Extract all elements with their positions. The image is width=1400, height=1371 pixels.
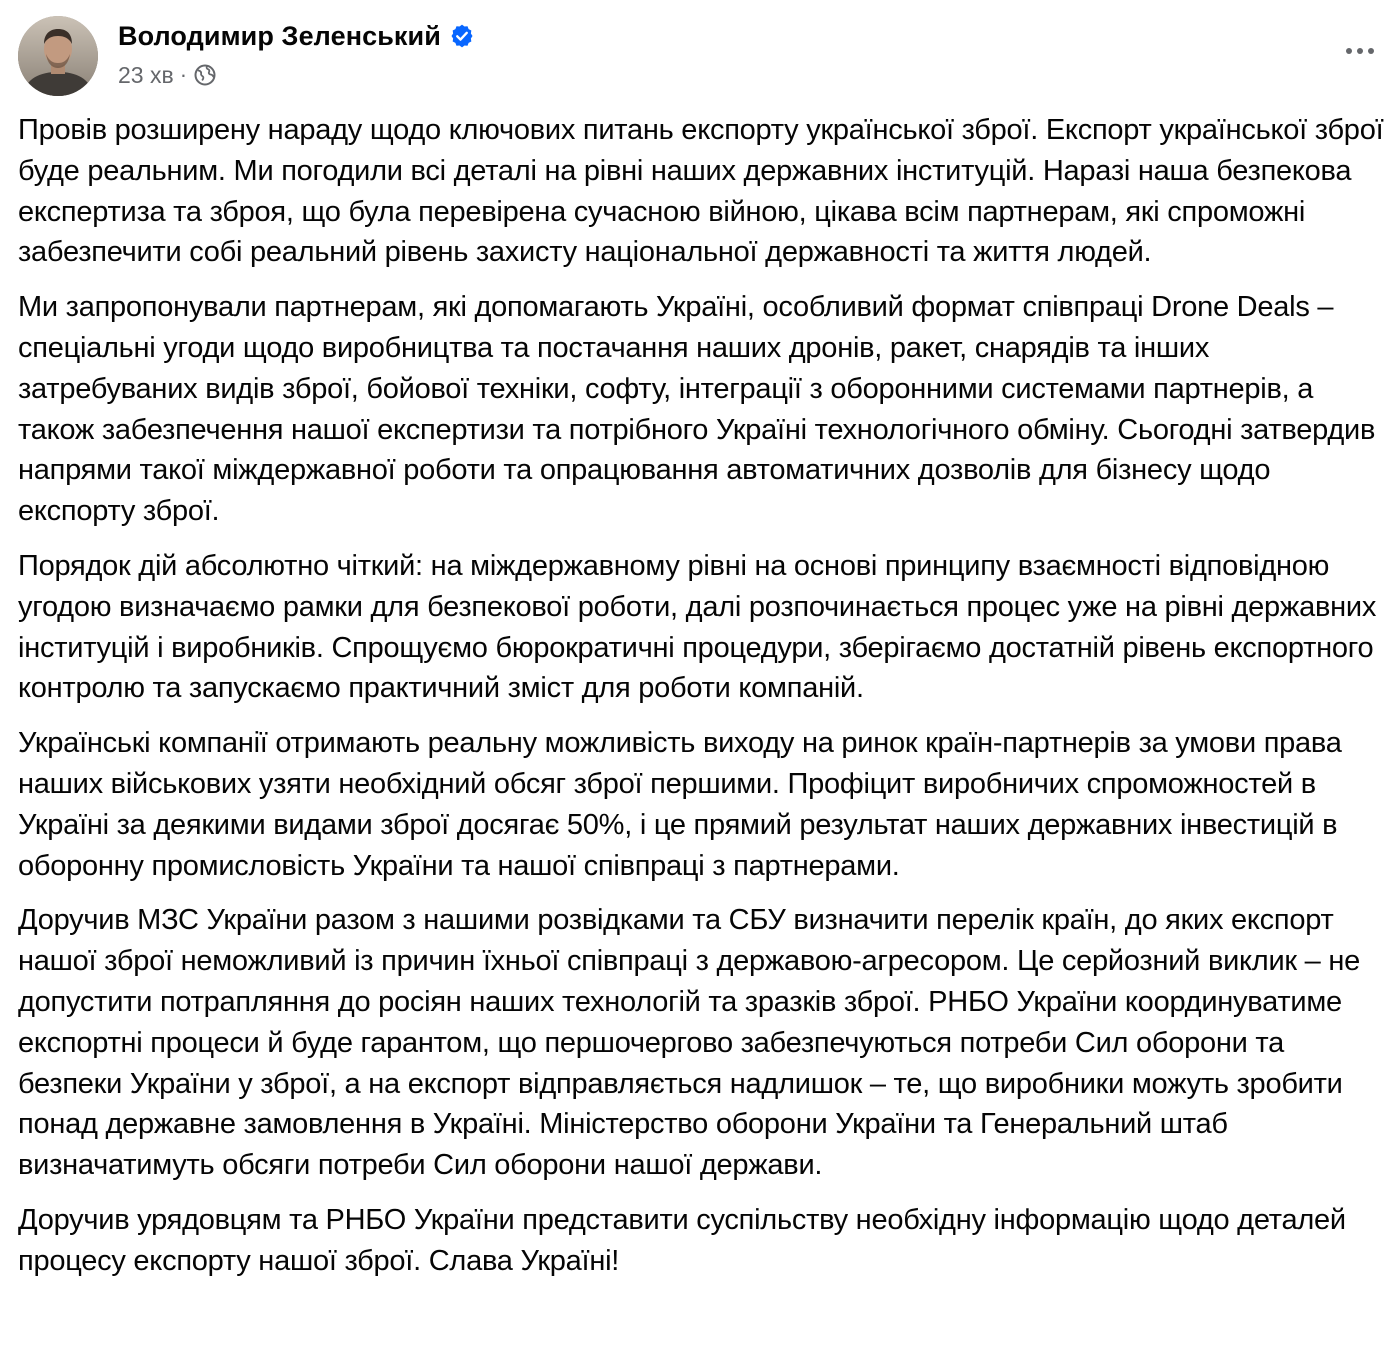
post-header [18,16,1382,96]
post-text [18,110,1390,1296]
author-row [118,18,475,54]
post-paragraph: Ми запропонували партнерам, які допомагають Україні, особливий формат співпраці Drone Deals – спеціальні угоди щодо виробництва та постачання наших дронів, ракет, снарядів та інших затребуваних видів зброї, бойової техніки, софту, інтеграції з оборонними системами партнерів, а також забезпечення нашої експертизи та потрібного Україні технологічного обміну. Сьогодні затвердив напрями такої міждержавної роботи та опрацювання автоматичних дозволів для бізнесу щодо експорту зброї. [18,291,1376,528]
more-dot-icon [1368,48,1374,54]
globe-icon[interactable] [193,63,217,87]
post-paragraph: Доручив МЗС України разом з нашими розвідками та СБУ визначити перелік країн, до яких експорт нашої зброї неможливий із причин їхньої співпраці з державою-агресором. Це серйозний виклик – не допустити потрапляння до росіян наших технологій та зразків зброї. РНБО України координуватиме експортні процеси й буде гарантом, що першочергово забезпечуються потреби Сил оборони та безпеки України у зброї, а на експорт відправляється надлишок – те, що виробники можуть зробити понад державне замовлення в Україні. Міністерство оборони України та Генеральний штаб визначатимуть обсяги потреби Сил оборони нашої держави. [18,904,1361,1182]
more-options-icon[interactable] [1338,36,1382,66]
post-paragraph: Доручив урядовцям та РНБО України представити суспільству необхідну інформацію щодо деталей процесу експорту нашої зброї. Слава Україні! [18,1203,1346,1277]
avatar[interactable] [18,16,98,96]
verified-badge-icon [449,23,475,49]
post-paragraph: Провів розширену нараду щодо ключових питань експорту української зброї. Експорт української зброї буде реальним. Ми погодили всі деталі на рівні наших державних інституцій. Наразі наша безпекова експертиза та зброя, що була перевірена сучасною війною, цікава всім партнерам, які спроможні забезпечити собі реальний рівень захисту національної державності та життя людей. [18,114,1384,269]
more-dot-icon [1346,48,1352,54]
meta-separator: · [179,62,188,87]
more-dot-icon [1357,48,1363,54]
post-paragraph: Порядок дій абсолютно чіткий: на міждержавному рівні на основі принципу взаємності відповідною угодою визначаємо рамки для безпекової роботи, далі розпочинається процес уже на рівні державних інституцій і виробників. Спрощуємо бюрократичні процедури, зберігаємо достатній рівень експортного контролю та запускаємо практичний зміст для роботи компаній. [18,549,1377,705]
post-paragraph: Українські компанії отримають реальну можливість виходу на ринок країн-партнерів за умови права наших військових узяти необхідний обсяг зброї першими. Профіцит виробничих спроможностей в Україні за деякими видами зброї досягає 50%, і це прямий результат наших державних інвестицій в оборонну промисловість України та нашої співпраці з партнерами. [18,727,1342,882]
post-meta [118,60,475,90]
author-block [118,18,475,90]
avatar-portrait-icon [18,16,98,96]
author-name[interactable]: Володимир Зеленський [118,20,441,51]
post-timestamp[interactable]: 23 хв [118,61,174,88]
